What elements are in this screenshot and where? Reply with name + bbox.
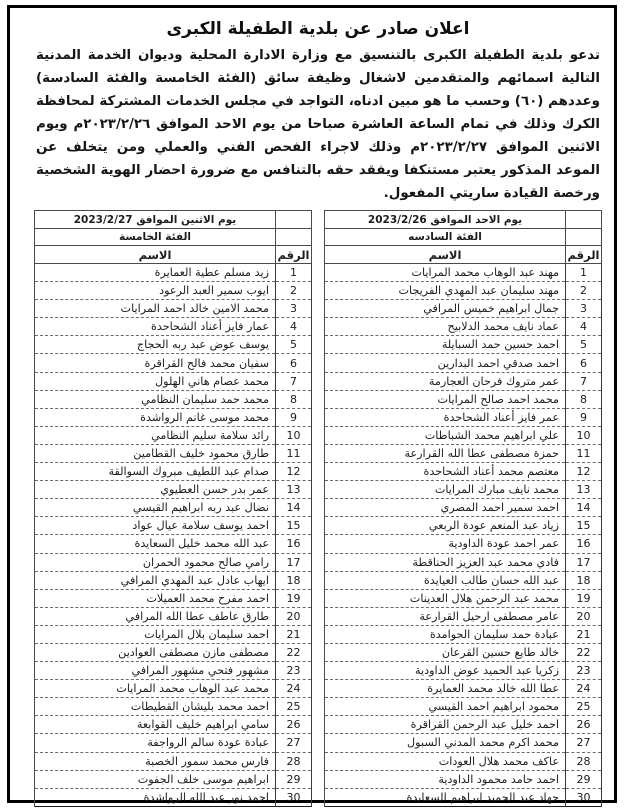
table-row bbox=[325, 734, 602, 752]
table-row bbox=[325, 336, 602, 354]
row-name: عطا الله خالد محمد العمايرة bbox=[325, 680, 566, 698]
table-row bbox=[325, 698, 602, 716]
row-number: 3 bbox=[276, 300, 312, 318]
row-number: 1 bbox=[276, 264, 312, 282]
table-row bbox=[325, 426, 602, 444]
row-name: محمود ابراهيم احمد القيسي bbox=[325, 698, 566, 716]
row-number: 30 bbox=[566, 788, 602, 806]
row-name: عمر بدر حسن العطيوي bbox=[35, 481, 276, 499]
table-row bbox=[35, 390, 312, 408]
row-number: 4 bbox=[566, 318, 602, 336]
row-number: 7 bbox=[566, 372, 602, 390]
row-number: 18 bbox=[276, 571, 312, 589]
row-number: 4 bbox=[276, 318, 312, 336]
row-number: 18 bbox=[566, 571, 602, 589]
table-row bbox=[325, 589, 602, 607]
row-name: عماد نايف محمد الدلابيح bbox=[325, 318, 566, 336]
row-name: عمر متروك فرحان العجارمة bbox=[325, 372, 566, 390]
column-header-row bbox=[35, 246, 312, 264]
table-row bbox=[325, 643, 602, 661]
empty-cell bbox=[566, 229, 602, 246]
row-name: معتصم محمد أعناد الشحاحدة bbox=[325, 463, 566, 481]
row-name: احمد محمد بليشان القطيطات bbox=[35, 698, 276, 716]
row-number: 22 bbox=[566, 643, 602, 661]
row-number: 11 bbox=[566, 444, 602, 462]
row-name: فارس محمد سمور الخصبة bbox=[35, 752, 276, 770]
category-header: الفئة السادسه bbox=[325, 229, 566, 246]
row-name: عبد الله محمد خليل السعايدة bbox=[35, 535, 276, 553]
row-name: عبادة حمد سليمان الحوامدة bbox=[325, 625, 566, 643]
table-row bbox=[35, 716, 312, 734]
row-name: سفيان محمد فالح القراقرة bbox=[35, 354, 276, 372]
row-number: 23 bbox=[566, 662, 602, 680]
name-column-header: الاسم bbox=[325, 246, 566, 264]
row-name: زياد عبد المنعم عودة الربعي bbox=[325, 517, 566, 535]
table-row bbox=[325, 300, 602, 318]
row-name: يوسف عوض عبد ربه الحجاج bbox=[35, 336, 276, 354]
table-row bbox=[35, 788, 312, 806]
row-name: احمد سليمان بلال المرايات bbox=[35, 625, 276, 643]
table-row bbox=[35, 481, 312, 499]
table-row bbox=[35, 264, 312, 282]
row-number: 8 bbox=[276, 390, 312, 408]
row-number: 14 bbox=[276, 499, 312, 517]
row-name: عبادة عودة سالم الرواجفة bbox=[35, 734, 276, 752]
row-name: سامي ابراهيم خليف القوابعة bbox=[35, 716, 276, 734]
row-number: 17 bbox=[566, 553, 602, 571]
table-row bbox=[325, 716, 602, 734]
table-row bbox=[35, 770, 312, 788]
row-name: محمد عصام هاني الهلول bbox=[35, 372, 276, 390]
row-name: احمد مفرح محمد العميلات bbox=[35, 589, 276, 607]
table-row bbox=[35, 643, 312, 661]
row-number: 2 bbox=[566, 282, 602, 300]
row-number: 15 bbox=[566, 517, 602, 535]
table-row bbox=[35, 734, 312, 752]
table-row bbox=[325, 553, 602, 571]
announcement-paragraph: تدعو بلدية الطفيلة الكبرى بالتنسيق مع وزارة الادارة المحلية وديوان الخدمة المدنية التالية اسمائهم والمتقدمين لاشغال وظيفة سائق (الفئة الخامسة والفئة السادسة) وعددهم (٦٠) وحسب ما هو مبين ادناه، التواجد في مجلس الخدمات المشتركة لمحافظة الكرك وذلك في تمام الساعة العاشرة صباحا من يوم الاحد الموافق ٢٠٢٣/٢/٢٦م ويوم الاثنين الموافق ٢٠٢٣/٢/٢٧م وذلك لاجراء الفحص الفني والعملي ومن يتخلف عن الموعد المذكور يعتبر مستنكفا ويفقد حقه بالتنافس مع ضرورة احضار الهوية الشخصية ورخصة القيادة ساريتي المفعول. bbox=[36, 48, 600, 201]
row-number: 20 bbox=[566, 607, 602, 625]
row-name: مهند عبد الوهاب محمد المرايات bbox=[325, 264, 566, 282]
row-name: عامر مصطفى ارحيل القرارعة bbox=[325, 607, 566, 625]
row-name: طارق محمود خليف القطامين bbox=[35, 444, 276, 462]
row-number: 10 bbox=[566, 426, 602, 444]
table-row bbox=[325, 444, 602, 462]
table-row bbox=[325, 463, 602, 481]
table-row bbox=[35, 752, 312, 770]
row-number: 16 bbox=[566, 535, 602, 553]
row-number: 25 bbox=[566, 698, 602, 716]
table-row bbox=[325, 318, 602, 336]
row-number: 6 bbox=[276, 354, 312, 372]
row-name: مشهور فتحي مشهور المرافي bbox=[35, 662, 276, 680]
day-header-row bbox=[325, 211, 602, 229]
row-name: عبد الله حسان طالب العيايدة bbox=[325, 571, 566, 589]
row-number: 26 bbox=[276, 716, 312, 734]
row-name: احمد حسين حمد السبايلة bbox=[325, 336, 566, 354]
row-number: 21 bbox=[276, 625, 312, 643]
table-row bbox=[35, 426, 312, 444]
row-number: 5 bbox=[566, 336, 602, 354]
row-name: احمد سمير احمد المصري bbox=[325, 499, 566, 517]
row-number: 24 bbox=[276, 680, 312, 698]
row-name: طارق عاطف عطا الله المرافي bbox=[35, 607, 276, 625]
column-header-row bbox=[325, 246, 602, 264]
row-number: 29 bbox=[276, 770, 312, 788]
table-row bbox=[325, 264, 602, 282]
document-content bbox=[10, 8, 614, 807]
table-row bbox=[35, 625, 312, 643]
number-column-header: الرقم bbox=[276, 246, 312, 264]
table-row bbox=[35, 372, 312, 390]
empty-cell bbox=[566, 211, 602, 229]
table-row bbox=[35, 300, 312, 318]
row-name: احمد صدقي احمد البدارين bbox=[325, 354, 566, 372]
table-row bbox=[325, 680, 602, 698]
row-number: 9 bbox=[566, 408, 602, 426]
table-row bbox=[325, 625, 602, 643]
table-row bbox=[35, 499, 312, 517]
schedule-table-sunday bbox=[324, 210, 602, 807]
row-number: 21 bbox=[566, 625, 602, 643]
category-header-row bbox=[35, 229, 312, 246]
table-row bbox=[35, 571, 312, 589]
table-row bbox=[35, 589, 312, 607]
row-name: عمر احمد عودة الداودية bbox=[325, 535, 566, 553]
schedule-tables bbox=[34, 210, 602, 807]
table-row bbox=[35, 535, 312, 553]
empty-cell bbox=[276, 229, 312, 246]
row-name: عاكف محمد هلال العودات bbox=[325, 752, 566, 770]
row-number: 27 bbox=[276, 734, 312, 752]
table-row bbox=[35, 698, 312, 716]
table-row bbox=[325, 752, 602, 770]
row-name: فادي محمد عبد العزيز الحناقطة bbox=[325, 553, 566, 571]
table-row bbox=[325, 408, 602, 426]
table-row bbox=[325, 788, 602, 806]
row-name: مصطفى مازن مصطفى العوادين bbox=[35, 643, 276, 661]
row-name: رائد سلامة سليم النظامي bbox=[35, 426, 276, 444]
table-row bbox=[325, 571, 602, 589]
row-number: 12 bbox=[276, 463, 312, 481]
row-number: 9 bbox=[276, 408, 312, 426]
row-name: حمزة مصطفى عطا الله القرارعة bbox=[325, 444, 566, 462]
row-number: 22 bbox=[276, 643, 312, 661]
table-row bbox=[325, 662, 602, 680]
row-name: ايهاب عادل عبد المهدي المرافي bbox=[35, 571, 276, 589]
table-row bbox=[325, 354, 602, 372]
table-row bbox=[35, 408, 312, 426]
row-number: 28 bbox=[276, 752, 312, 770]
row-number: 13 bbox=[566, 481, 602, 499]
row-number: 12 bbox=[566, 463, 602, 481]
row-number: 30 bbox=[276, 788, 312, 806]
row-number: 17 bbox=[276, 553, 312, 571]
table-row bbox=[325, 607, 602, 625]
table-body bbox=[35, 264, 312, 807]
table-row bbox=[325, 390, 602, 408]
row-number: 10 bbox=[276, 426, 312, 444]
row-name: صدام عبد اللطيف مبروك السوالقة bbox=[35, 463, 276, 481]
day-header-row bbox=[35, 211, 312, 229]
row-number: 24 bbox=[566, 680, 602, 698]
table-row bbox=[35, 607, 312, 625]
row-number: 26 bbox=[566, 716, 602, 734]
schedule-table-monday bbox=[34, 210, 312, 807]
table-body bbox=[325, 264, 602, 807]
row-number: 19 bbox=[276, 589, 312, 607]
table-row bbox=[35, 318, 312, 336]
table-row bbox=[325, 535, 602, 553]
row-name: ايوب سمير العبد الرعود bbox=[35, 282, 276, 300]
number-column-header: الرقم bbox=[566, 246, 602, 264]
row-name: احمد يوسف سلامة عيال عواد bbox=[35, 517, 276, 535]
category-header-row bbox=[325, 229, 602, 246]
category-header: الفئة الخامسة bbox=[35, 229, 276, 246]
row-name: احمد حامد محمود الداودية bbox=[325, 770, 566, 788]
table-row bbox=[35, 517, 312, 535]
row-name: عمر فايز أعناد الشحاحدة bbox=[325, 408, 566, 426]
table-row bbox=[35, 354, 312, 372]
empty-cell bbox=[276, 211, 312, 229]
row-number: 2 bbox=[276, 282, 312, 300]
row-number: 6 bbox=[566, 354, 602, 372]
table-row bbox=[35, 282, 312, 300]
row-number: 14 bbox=[566, 499, 602, 517]
row-name: رامي صالح محمود الحمران bbox=[35, 553, 276, 571]
row-name: احمد خليل عبد الرحمن القراقرة bbox=[325, 716, 566, 734]
row-name: علي ابراهيم محمد الشباطات bbox=[325, 426, 566, 444]
table-row bbox=[35, 680, 312, 698]
table-row bbox=[325, 481, 602, 499]
row-name: ابراهيم موسى خلف الجفوت bbox=[35, 770, 276, 788]
table-row bbox=[35, 463, 312, 481]
row-number: 25 bbox=[276, 698, 312, 716]
row-name: خالد طايع حسين القرعان bbox=[325, 643, 566, 661]
row-number: 27 bbox=[566, 734, 602, 752]
row-number: 19 bbox=[566, 589, 602, 607]
row-name: محمد اكرم محمد المدني السبول bbox=[325, 734, 566, 752]
table-row bbox=[325, 282, 602, 300]
table-row bbox=[35, 662, 312, 680]
row-number: 28 bbox=[566, 752, 602, 770]
row-name: محمد نايف مبارك المرايات bbox=[325, 481, 566, 499]
row-name: محمد حمد سليمان النظامي bbox=[35, 390, 276, 408]
row-name: عمار فايز أعناد الشحاحدة bbox=[35, 318, 276, 336]
table-row bbox=[35, 336, 312, 354]
row-name: نضال عبد ربه ابراهيم القيسي bbox=[35, 499, 276, 517]
row-name: محمد عبد الوهاب محمد المرايات bbox=[35, 680, 276, 698]
table-row bbox=[35, 444, 312, 462]
row-number: 13 bbox=[276, 481, 312, 499]
row-name: جمال ابراهيم خميس المرافي bbox=[325, 300, 566, 318]
row-name: محمد موسى غانم الرواشدة bbox=[35, 408, 276, 426]
table-row bbox=[325, 517, 602, 535]
row-number: 16 bbox=[276, 535, 312, 553]
day-header: يوم الاثنين الموافق 2023/2/27 bbox=[35, 211, 276, 229]
row-name: محمد احمد صالح المرايات bbox=[325, 390, 566, 408]
row-number: 11 bbox=[276, 444, 312, 462]
row-number: 1 bbox=[566, 264, 602, 282]
row-number: 3 bbox=[566, 300, 602, 318]
row-number: 5 bbox=[276, 336, 312, 354]
table-row bbox=[325, 499, 602, 517]
row-name: احمد نور عبد الله الرواشدة bbox=[35, 788, 276, 806]
row-number: 29 bbox=[566, 770, 602, 788]
row-number: 8 bbox=[566, 390, 602, 408]
day-header: يوم الاحد الموافق 2023/2/26 bbox=[325, 211, 566, 229]
row-name: زكريا عبد الحميد عوض الداودية bbox=[325, 662, 566, 680]
row-number: 23 bbox=[276, 662, 312, 680]
table-row bbox=[325, 770, 602, 788]
page-title: اعلان صادر عن بلدية الطفيلة الكبرى bbox=[166, 19, 470, 39]
table-row bbox=[35, 553, 312, 571]
name-column-header: الاسم bbox=[35, 246, 276, 264]
row-number: 7 bbox=[276, 372, 312, 390]
row-name: محمد الامين خالد احمد المرايات bbox=[35, 300, 276, 318]
row-name: مهند سليمان عبد المهدي الفريجات bbox=[325, 282, 566, 300]
row-name: جهاد عبد الحميد ابراهيم السعايدة bbox=[325, 788, 566, 806]
row-number: 20 bbox=[276, 607, 312, 625]
row-name: محمد عبد الرحمن هلال العدينات bbox=[325, 589, 566, 607]
page-border bbox=[7, 5, 617, 803]
table-row bbox=[325, 372, 602, 390]
row-name: زيد مسلم عطية العمايرة bbox=[35, 264, 276, 282]
row-number: 15 bbox=[276, 517, 312, 535]
